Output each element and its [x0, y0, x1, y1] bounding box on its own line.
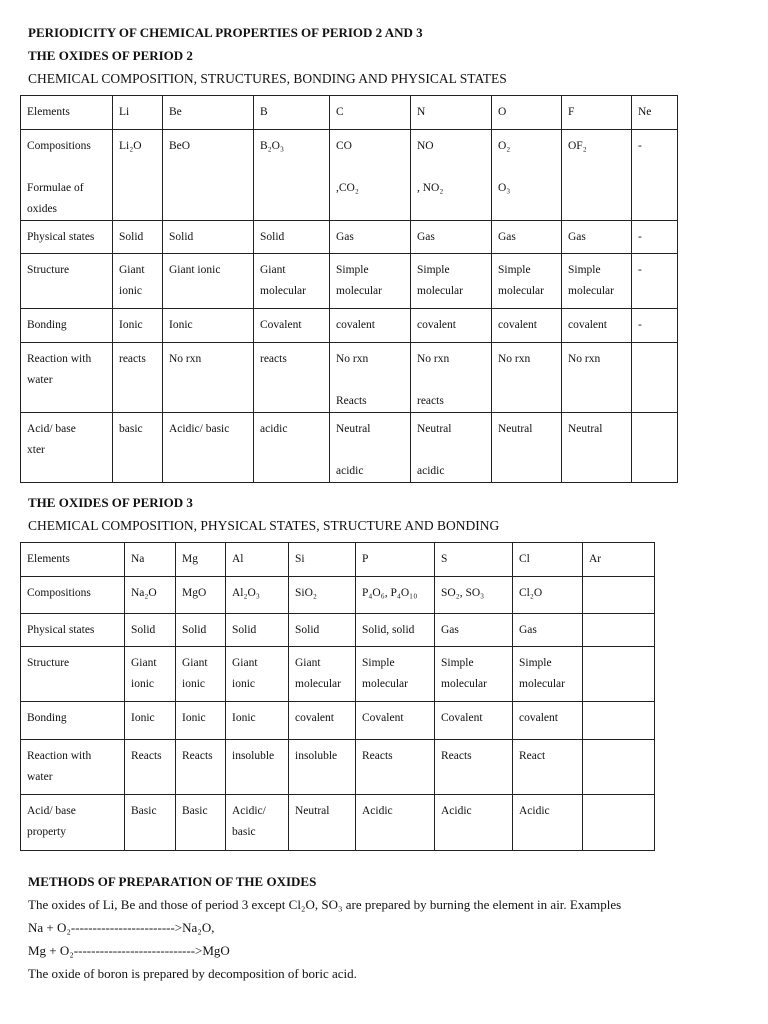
table-cell — [583, 614, 655, 647]
table-cell: Reacts — [356, 740, 435, 795]
table-row — [21, 614, 655, 647]
table-cell: Neutral — [289, 795, 356, 851]
table-cell: - — [632, 254, 678, 309]
table-cell: insoluble — [289, 740, 356, 795]
table-cell: Simple molecular — [435, 647, 513, 702]
main-title: PERIODICITY OF CHEMICAL PROPERTIES OF PERIOD 2 AND 3 — [28, 25, 423, 40]
table-cell: Solid, solid — [356, 614, 435, 647]
table-row — [21, 647, 655, 702]
row-label: Physical states — [21, 221, 113, 254]
row-label: Reaction with water — [21, 740, 125, 795]
table-cell: B₂O₃ — [254, 130, 330, 221]
table-cell: Reacts — [176, 740, 226, 795]
table-cell: O — [492, 96, 562, 130]
table-cell — [632, 343, 678, 413]
row-label: Elements — [21, 543, 125, 577]
table-cell: Na — [125, 543, 176, 577]
table-cell: Solid — [113, 221, 163, 254]
table-cell: Ionic — [176, 702, 226, 740]
table-cell: Gas — [330, 221, 411, 254]
table-cell: Simple molecular — [330, 254, 411, 309]
table-cell: N — [411, 96, 492, 130]
table-cell: Acidic/ basic — [226, 795, 289, 851]
row-label: Reaction with water — [21, 343, 113, 413]
table-cell: Giant ionic — [163, 254, 254, 309]
table-cell: Neutral acidic — [411, 413, 492, 483]
table-cell: Reacts — [125, 740, 176, 795]
table-cell: Cl₂O — [513, 577, 583, 614]
table-cell: Simple molecular — [411, 254, 492, 309]
table-cell — [583, 740, 655, 795]
table-cell — [583, 795, 655, 851]
table-row — [21, 221, 678, 254]
table-cell: Si — [289, 543, 356, 577]
period2-heading: THE OXIDES OF PERIOD 2 — [28, 48, 193, 63]
table-cell: Ionic — [226, 702, 289, 740]
table-row — [21, 309, 678, 343]
table-cell: covalent — [411, 309, 492, 343]
period3-subheading: CHEMICAL COMPOSITION, PHYSICAL STATES, STRUCTURE AND BONDING — [28, 518, 500, 533]
table-cell: Neutral acidic — [330, 413, 411, 483]
table-cell: Al₂O₃ — [226, 577, 289, 614]
table-cell: Covalent — [435, 702, 513, 740]
table-cell: acidic — [254, 413, 330, 483]
table-cell: SiO₂ — [289, 577, 356, 614]
table-cell: Acidic/ basic — [163, 413, 254, 483]
table-cell: Li — [113, 96, 163, 130]
table-cell: Ne — [632, 96, 678, 130]
table-cell: Giant ionic — [226, 647, 289, 702]
table-cell: Gas — [435, 614, 513, 647]
table-cell: basic — [113, 413, 163, 483]
table-cell: Ionic — [113, 309, 163, 343]
table-cell: Giant ionic — [113, 254, 163, 309]
table-cell: - — [632, 221, 678, 254]
table-cell: Reacts — [435, 740, 513, 795]
table-cell: Gas — [411, 221, 492, 254]
table-row — [21, 413, 678, 483]
table-cell: Ionic — [125, 702, 176, 740]
table-cell: P — [356, 543, 435, 577]
row-label: Acid/ base xter — [21, 413, 113, 483]
table-cell: No rxn reacts — [411, 343, 492, 413]
table-cell: Giant ionic — [125, 647, 176, 702]
table-cell — [632, 413, 678, 483]
methods-intro: The oxides of Li, Be and those of period 3 except Cl₂O, SO₃ are prepared by burning the element in air. Examples — [28, 897, 622, 912]
table-cell: insoluble — [226, 740, 289, 795]
table-cell: NO , NO₂ — [411, 130, 492, 221]
table-cell: No rxn — [492, 343, 562, 413]
period3-oxides-table — [20, 542, 655, 851]
table-cell: Na₂O — [125, 577, 176, 614]
table-cell: reacts — [254, 343, 330, 413]
table-cell: Mg — [176, 543, 226, 577]
table-cell: covalent — [492, 309, 562, 343]
table-cell: Be — [163, 96, 254, 130]
row-label: Acid/ base property — [21, 795, 125, 851]
table-cell: Neutral — [492, 413, 562, 483]
row-label: Bonding — [21, 702, 125, 740]
table-cell: B — [254, 96, 330, 130]
table-cell: Simple molecular — [562, 254, 632, 309]
row-label: Compositions — [21, 577, 125, 614]
table-cell: covalent — [513, 702, 583, 740]
table-cell: MgO — [176, 577, 226, 614]
table-cell: Acidic — [356, 795, 435, 851]
table-cell: Solid — [125, 614, 176, 647]
table-cell: BeO — [163, 130, 254, 221]
table-row — [21, 543, 655, 577]
row-label: Compositions Formulae of oxides — [21, 130, 113, 221]
table-cell: Acidic — [435, 795, 513, 851]
table-cell — [583, 702, 655, 740]
table-row — [21, 343, 678, 413]
table-cell: Simple molecular — [513, 647, 583, 702]
table-cell: No rxn — [562, 343, 632, 413]
table-cell: Basic — [176, 795, 226, 851]
table-cell: - — [632, 309, 678, 343]
table-cell: SO₂, SO₃ — [435, 577, 513, 614]
table-cell: No rxn Reacts — [330, 343, 411, 413]
table-cell: Giant molecular — [289, 647, 356, 702]
table-row — [21, 130, 678, 221]
table-cell: Solid — [254, 221, 330, 254]
methods-heading: METHODS OF PREPARATION OF THE OXIDES — [28, 874, 317, 889]
table-cell: reacts — [113, 343, 163, 413]
row-label: Structure — [21, 254, 113, 309]
table-cell — [583, 647, 655, 702]
table-cell: Ionic — [163, 309, 254, 343]
table-cell: Al — [226, 543, 289, 577]
table-row — [21, 96, 678, 130]
table-cell: Acidic — [513, 795, 583, 851]
row-label: Bonding — [21, 309, 113, 343]
table-cell: Ar — [583, 543, 655, 577]
table-cell: C — [330, 96, 411, 130]
table-cell — [583, 577, 655, 614]
table-cell: OF₂ — [562, 130, 632, 221]
table-cell: O₂ O₃ — [492, 130, 562, 221]
equation-magnesium: Mg + O₂---------------------------->MgO — [28, 943, 230, 958]
table-cell: No rxn — [163, 343, 254, 413]
table-cell: covalent — [562, 309, 632, 343]
table-row — [21, 254, 678, 309]
equation-sodium: Na + O₂------------------------>Na₂O, — [28, 920, 215, 935]
table-cell: Gas — [492, 221, 562, 254]
table-cell: - — [632, 130, 678, 221]
table-cell: Solid — [176, 614, 226, 647]
table-row — [21, 577, 655, 614]
table-cell: Cl — [513, 543, 583, 577]
table-cell: Li₂O — [113, 130, 163, 221]
table-row — [21, 702, 655, 740]
table-row — [21, 740, 655, 795]
table-cell: CO ,CO₂ — [330, 130, 411, 221]
period3-heading: THE OXIDES OF PERIOD 3 — [28, 495, 193, 510]
table-cell: Neutral — [562, 413, 632, 483]
table-cell: S — [435, 543, 513, 577]
table-cell: Solid — [226, 614, 289, 647]
period2-subheading: CHEMICAL COMPOSITION, STRUCTURES, BONDING AND PHYSICAL STATES — [28, 71, 507, 86]
table-cell: Solid — [163, 221, 254, 254]
table-cell: P₄O₆, P₄O₁₀ — [356, 577, 435, 614]
table-cell: Giant ionic — [176, 647, 226, 702]
table-cell: Gas — [562, 221, 632, 254]
table-cell: Gas — [513, 614, 583, 647]
row-label: Elements — [21, 96, 113, 130]
table-cell: Simple molecular — [356, 647, 435, 702]
table-cell: Simple molecular — [492, 254, 562, 309]
table-row — [21, 795, 655, 851]
row-label: Physical states — [21, 614, 125, 647]
table-cell: Solid — [289, 614, 356, 647]
table-cell: Covalent — [356, 702, 435, 740]
table-cell: Covalent — [254, 309, 330, 343]
boron-oxide-note: The oxide of boron is prepared by decomposition of boric acid. — [28, 966, 357, 981]
row-label: Structure — [21, 647, 125, 702]
table-cell: React — [513, 740, 583, 795]
period2-oxides-table — [20, 95, 678, 483]
table-cell: covalent — [289, 702, 356, 740]
table-cell: F — [562, 96, 632, 130]
table-cell: Basic — [125, 795, 176, 851]
table-cell: covalent — [330, 309, 411, 343]
table-cell: Giant molecular — [254, 254, 330, 309]
